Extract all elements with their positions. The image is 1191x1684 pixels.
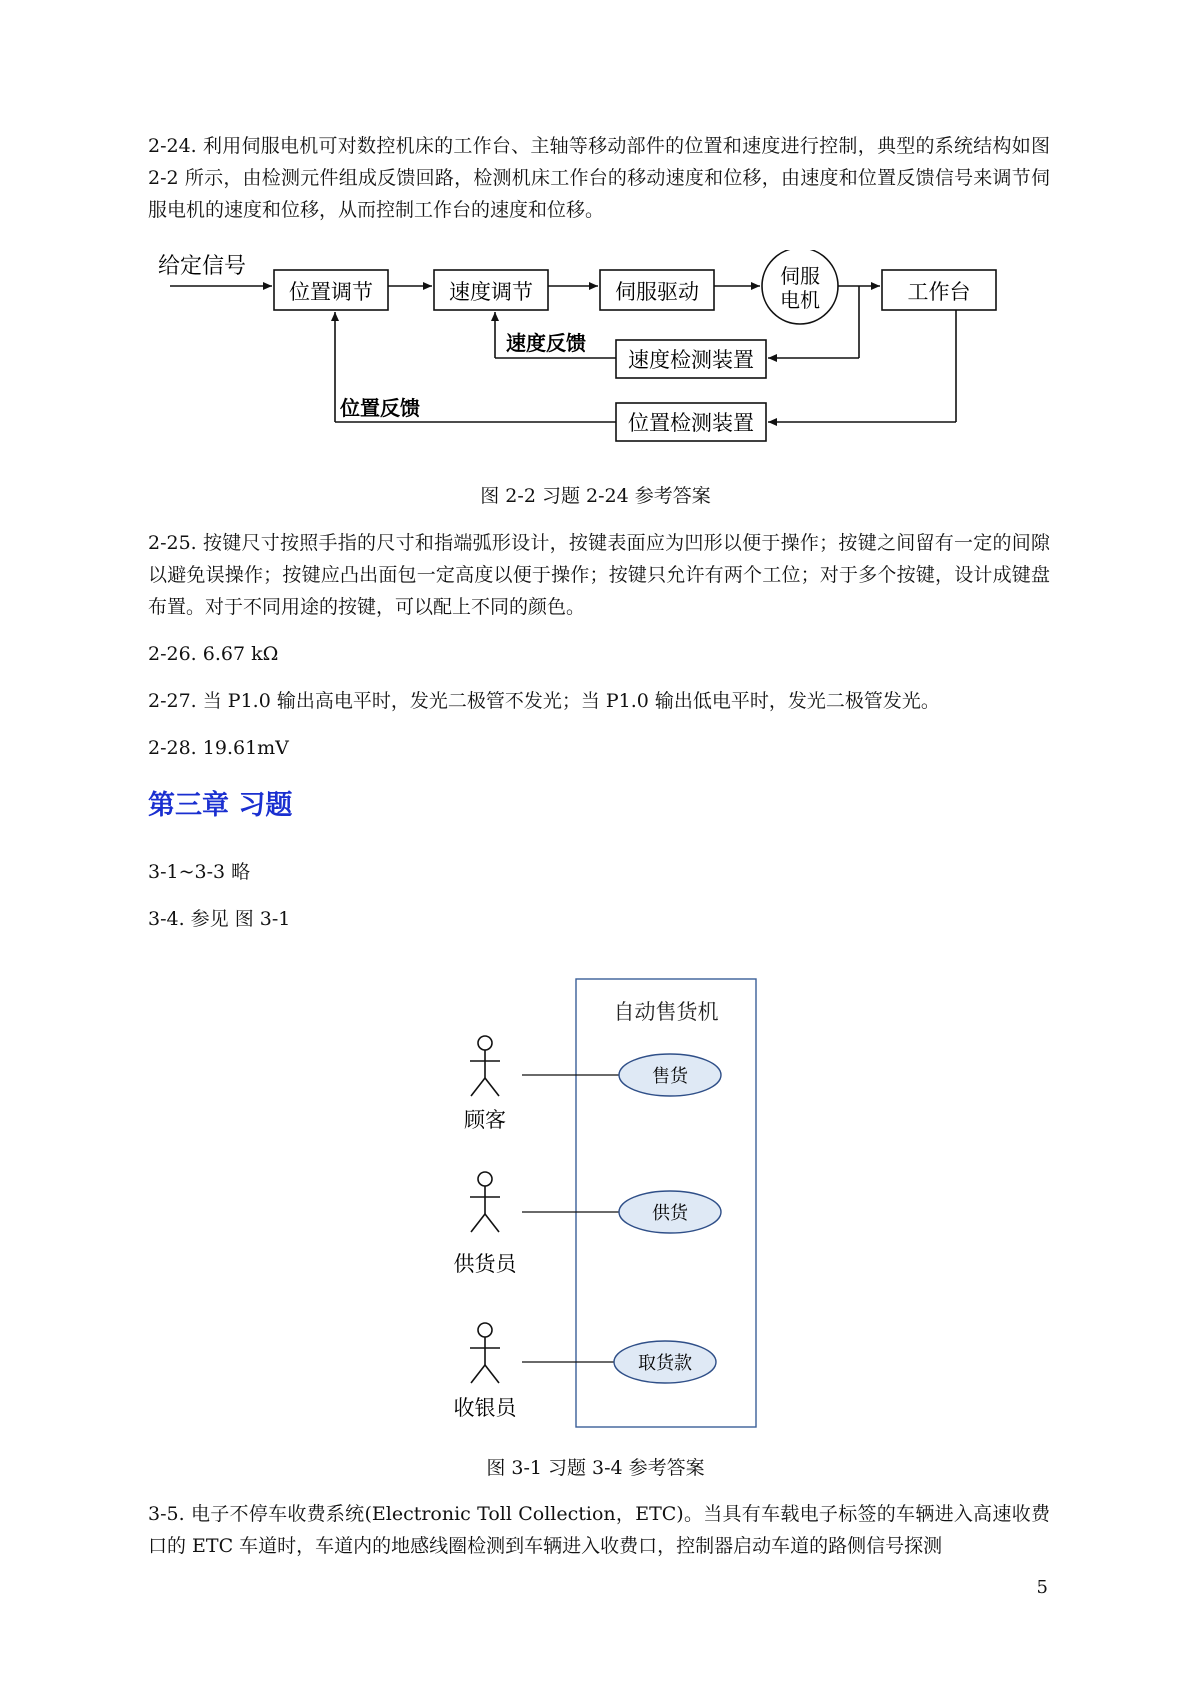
input-signal-label: 给定信号: [158, 254, 247, 279]
system-name-label: 自动售货机: [613, 1000, 719, 1024]
actor-label-supplier: 供货员: [453, 1252, 517, 1276]
servo-block-diagram: [150, 250, 1010, 460]
position-control-label: 位置调节: [289, 280, 373, 304]
figure-2-2-caption: 图 2-2 习题 2-24 参考答案: [480, 485, 711, 507]
paragraph-3-1: 3-1~3-3 略: [148, 861, 251, 883]
actor-customer: [470, 1036, 500, 1096]
speed-detector-label: 速度检测装置: [628, 348, 754, 372]
servo-drive-label: 伺服驱动: [615, 280, 699, 304]
chapter-heading: 第三章 习题: [148, 790, 293, 821]
speed-feedback-label: 速度反馈: [506, 331, 586, 355]
actor-label-cashier: 收银员: [453, 1396, 517, 1420]
paragraph-3-5: 3-5. 电子不停车收费系统(Electronic Toll Collection，ETC)。当具有车载电子标签的车辆进入高速收费口的 ETC 车道时，车道内的地感线圈检测到车辆进入收费口，控制器启动车道的路侧信号探测: [148, 1503, 1050, 1557]
servo-motor-label-1: 伺服: [780, 264, 820, 288]
servo-motor-label-2: 电机: [780, 288, 820, 312]
page-number: 5: [1036, 1577, 1048, 1598]
actor-label-customer: 顾客: [464, 1108, 506, 1132]
figure-3-1-caption: 图 3-1 习题 3-4 参考答案: [486, 1457, 705, 1479]
usecase-label-supply: 供货: [652, 1203, 688, 1224]
actor-supplier: [470, 1172, 500, 1232]
position-detector-label: 位置检测装置: [628, 411, 754, 435]
usecase-label-sell: 售货: [652, 1066, 688, 1087]
worktable-label: 工作台: [907, 280, 971, 304]
position-feedback-label: 位置反馈: [340, 396, 420, 420]
speed-control-label: 速度调节: [449, 280, 533, 304]
actor-cashier: [470, 1323, 500, 1383]
vending-usecase-diagram: [440, 975, 770, 1435]
paragraph-2-25: 2-25. 按键尺寸按照手指的尺寸和指端弧形设计，按键表面应为凹形以便于操作；按键之间留有一定的间隙以避免误操作；按键应凸出面包一定高度以便于操作；按键只允许有两个工位；对于多个按键，设计成键盘布置。对于不同用途的按键，可以配上不同的颜色。: [148, 532, 1050, 618]
usecase-label-collect-money: 取货款: [638, 1353, 692, 1374]
paragraph-2-28: 2-28. 19.61mV: [148, 737, 289, 759]
paragraph-2-27: 2-27. 当 P1.0 输出高电平时，发光二极管不发光；当 P1.0 输出低电平时，发光二极管发光。: [148, 690, 940, 712]
paragraph-3-4: 3-4. 参见 图 3-1: [148, 908, 291, 930]
paragraph-2-24: 2-24. 利用伺服电机可对数控机床的工作台、主轴等移动部件的位置和速度进行控制，典型的系统结构如图 2-2 所示，由检测元件组成反馈回路，检测机床工作台的移动速度和位移，由速度和位置反馈信号来调节伺服电机的速度和位移，从而控制工作台的速度和位移。: [148, 135, 1050, 221]
paragraph-2-26: 2-26. 6.67 kΩ: [148, 643, 279, 665]
